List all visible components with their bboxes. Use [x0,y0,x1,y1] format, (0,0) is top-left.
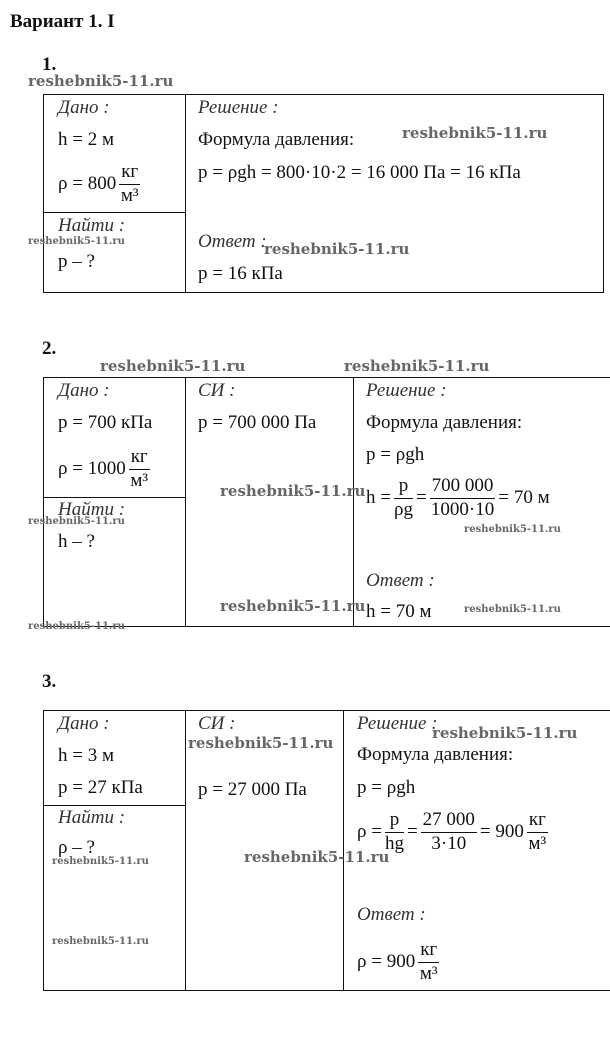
unit-num: кг [418,940,439,963]
formula: p = ρgh [357,777,416,798]
equals: = [406,820,418,842]
answer-value: p = 16 кПа [198,263,283,284]
unit-num: кг [527,810,548,833]
watermark: reshebnik5-11.ru [464,604,561,615]
numerator: p [394,476,413,499]
formula-label: Формула давления: [198,129,355,150]
unit-fraction [527,810,548,855]
numerator: 700 000 [430,476,496,499]
unit-den: м³ [130,469,149,491]
watermark: reshebnik5-11.ru [188,734,334,752]
answer-value [357,940,442,985]
watermark: reshebnik5-11.ru [28,236,125,247]
unit-den: м³ [120,184,139,206]
divider [43,805,185,806]
numerator: p [385,810,404,833]
watermark: reshebnik5-11.ru [244,848,390,866]
answer-label: Ответ : [357,904,426,925]
formula-label: Формула давления: [366,412,523,433]
watermark: reshebnik5-11.ru [264,240,410,258]
given-label: Дано : [58,97,110,118]
fraction [430,476,496,521]
solution-equation [366,476,550,521]
solution-label: Решение : [357,713,438,734]
si-value: p = 27 000 Па [198,779,307,800]
divider [185,94,186,293]
divider [43,212,185,213]
unit-fraction [119,162,140,207]
si-label: СИ : [198,380,236,401]
si-value: p = 700 000 Па [198,412,317,433]
denominator: hg [384,832,404,854]
answer-number: ρ = 900 [357,950,416,972]
result: = 900 [479,820,524,842]
given-density: ρ = 800 [58,172,117,194]
formula-label: Формула давления: [357,744,514,765]
watermark: reshebnik5-11.ru [28,516,125,527]
given-value: h = 2 м [58,129,114,150]
unit-num: кг [129,447,150,470]
unit-fraction [418,940,439,985]
given-value: p = 700 кПа [58,412,153,433]
answer-label: Ответ : [198,231,267,252]
find-label: Найти : [58,215,126,236]
find-value: ρ – ? [58,837,95,858]
given-value: h = 3 м [58,745,114,766]
watermark: reshebnik5-11.ru [52,856,149,867]
denominator: ρg [393,498,413,520]
divider [185,710,186,991]
unit-fraction [129,447,150,492]
given-label: Дано : [58,380,110,401]
given-value [58,447,153,492]
watermark: reshebnik5-11.ru [28,621,125,632]
answer-value: h = 70 м [366,601,432,622]
watermark: reshebnik5-11.ru [432,724,578,742]
find-label: Найти : [58,499,126,520]
fraction [394,476,413,521]
watermark: reshebnik5-11.ru [220,482,366,500]
watermark: reshebnik5-11.ru [402,124,548,142]
answer-label: Ответ : [366,570,435,591]
unit-num: кг [119,162,140,185]
watermark: reshebnik5-11.ru [344,357,490,375]
given-value [58,162,143,207]
numerator: 27 000 [421,810,477,833]
eq-lhs: ρ = [357,820,382,842]
problem-3-number: 3. [42,671,57,692]
denominator: 1000·10 [430,498,495,520]
problem-1-number: 1. [42,54,57,75]
find-label: Найти : [58,807,126,828]
given-label: Дано : [58,713,110,734]
divider [43,497,185,498]
given-value: p = 27 кПа [58,777,143,798]
unit-den: м³ [528,832,547,854]
divider [353,377,354,627]
unit-den: м³ [419,962,438,984]
eq-lhs: h = [366,486,391,508]
problem-2-number: 2. [42,338,57,359]
watermark: reshebnik5-11.ru [28,72,174,90]
given-density: ρ = 1000 [58,457,126,479]
formula: p = ρgh [366,444,425,465]
watermark: reshebnik5-11.ru [220,597,366,615]
si-label: СИ : [198,713,236,734]
find-value: h – ? [58,531,95,552]
result: = 70 м [498,486,550,508]
divider [185,377,186,627]
denominator: 3·10 [431,832,467,854]
solution-label: Решение : [198,97,279,118]
solution-equation: p = ρgh = 800·10·2 = 16 000 Па = 16 кПа [198,162,521,183]
watermark: reshebnik5-11.ru [52,936,149,947]
find-value: p – ? [58,251,95,272]
watermark: reshebnik5-11.ru [464,524,561,535]
page-title: Вариант 1. I [10,11,115,32]
solution-label: Решение : [366,380,447,401]
equals: = [415,486,427,508]
fraction [421,810,477,855]
watermark: reshebnik5-11.ru [100,357,246,375]
